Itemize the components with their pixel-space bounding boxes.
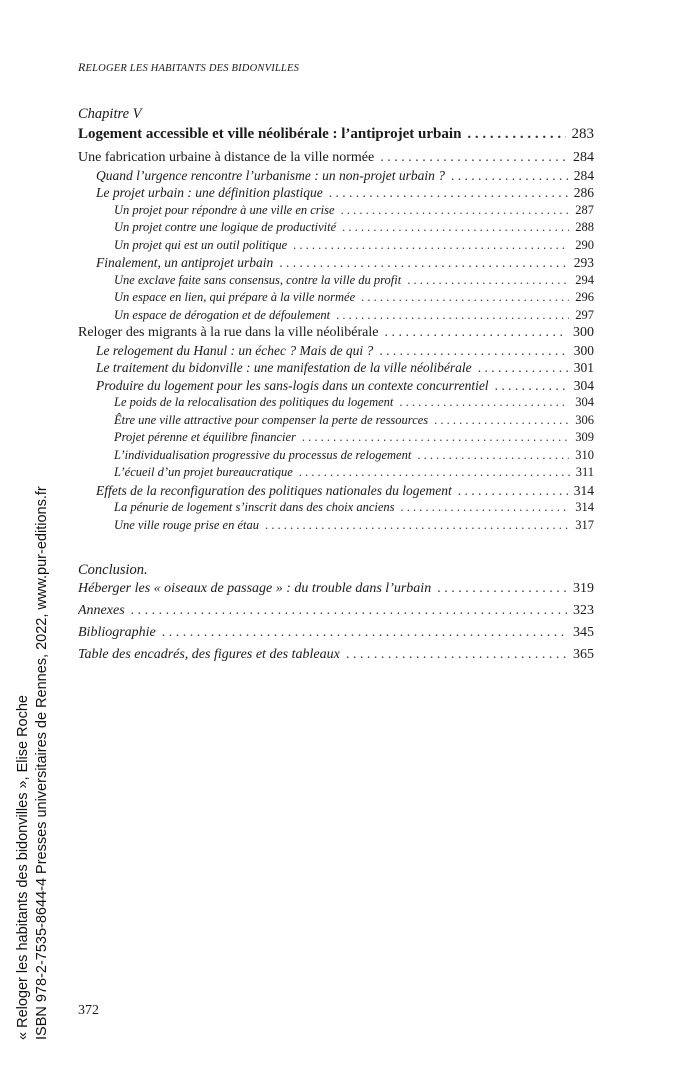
toc-entry-page: 319	[567, 581, 594, 597]
toc-entry-page: 297	[569, 308, 594, 323]
dot-leader	[385, 325, 567, 341]
side-credit-line-1: « Reloger les habitants des bidonvilles », Elise Roche	[15, 695, 31, 1040]
toc-entry-title: Héberger les « oiseaux de passage » : du trouble dans l’urbain	[78, 581, 437, 597]
dot-leader	[361, 290, 569, 305]
dot-leader	[417, 448, 569, 463]
toc-entry-page: 286	[568, 185, 594, 201]
dot-leader	[458, 483, 568, 499]
toc-entry[interactable]	[78, 325, 594, 343]
toc-entry-page: 311	[570, 465, 594, 480]
dot-leader	[342, 220, 569, 235]
table-of-contents	[78, 126, 594, 535]
toc-entry-page: 365	[567, 647, 594, 663]
toc-entry[interactable]	[78, 518, 594, 536]
running-head	[78, 60, 598, 75]
toc-entry[interactable]	[78, 238, 594, 256]
toc-entry-page: 300	[567, 325, 594, 341]
dot-leader	[495, 378, 568, 394]
toc-entry-page: 300	[568, 343, 594, 359]
toc-entry[interactable]	[78, 465, 594, 483]
toc-entry[interactable]	[78, 308, 594, 326]
toc-entry-page: 284	[567, 150, 594, 166]
toc-entry[interactable]	[78, 483, 594, 501]
toc-entry-title: Un projet qui est un outil politique	[114, 238, 293, 253]
toc-entry-title: Logement accessible et ville néolibérale : l’antiprojet urbain	[78, 126, 467, 143]
toc-entry-page: 288	[569, 220, 594, 235]
toc-entry-title: Quand l’urgence rencontre l’urbanisme : un non-projet urbain ?	[96, 168, 451, 184]
dot-leader	[451, 168, 568, 184]
toc-entry[interactable]	[78, 625, 594, 647]
toc-entry-page: 314	[569, 500, 594, 515]
running-head-initial: R	[78, 60, 86, 74]
toc-entry-title: Reloger des migrants à la rue dans la ville néolibérale	[78, 325, 385, 341]
dot-leader	[399, 395, 569, 410]
toc-entry[interactable]	[78, 290, 594, 308]
toc-entry-page: 309	[569, 430, 594, 445]
toc-chapter-entry[interactable]	[78, 126, 594, 146]
dot-leader	[162, 625, 567, 641]
toc-entry[interactable]	[78, 603, 594, 625]
toc-entry-title: Un espace en lien, qui prépare à la ville normée	[114, 290, 361, 305]
toc-entry-page: 293	[568, 255, 594, 271]
dot-leader	[346, 647, 567, 663]
toc-entry-title: Un projet pour répondre à une ville en crise	[114, 203, 341, 218]
toc-entry[interactable]	[78, 273, 594, 291]
toc-entry[interactable]	[78, 360, 594, 378]
toc-entry-title: Finalement, un antiprojet urbain	[96, 255, 279, 271]
toc-entry[interactable]	[78, 581, 594, 603]
toc-entry[interactable]	[78, 150, 594, 168]
toc-entry[interactable]	[78, 255, 594, 273]
dot-leader	[434, 413, 569, 428]
toc-entry-page: 294	[569, 273, 594, 288]
toc-entry[interactable]	[78, 413, 594, 431]
toc-entry[interactable]	[78, 378, 594, 396]
running-head-rest: ELOGER LES HABITANTS DES BIDONVILLES	[85, 63, 300, 74]
toc-entry[interactable]	[78, 203, 594, 221]
toc-entries	[78, 150, 594, 535]
toc-entry-page: 283	[566, 126, 595, 143]
back-matter-entries	[78, 581, 594, 669]
dot-leader	[131, 603, 567, 619]
dot-leader	[341, 203, 570, 218]
toc-entry[interactable]	[78, 168, 594, 186]
toc-entry[interactable]	[78, 343, 594, 361]
toc-entry-title: Une fabrication urbaine à distance de la ville normée	[78, 150, 380, 166]
toc-entry-title: La pénurie de logement s’inscrit dans des choix anciens	[114, 500, 401, 515]
toc-entry-title: Produire du logement pour les sans-logis dans un contexte concurrentiel	[96, 378, 495, 394]
dot-leader	[336, 308, 569, 323]
toc-entry-page: 296	[569, 290, 594, 305]
dot-leader	[379, 343, 567, 359]
toc-entry[interactable]	[78, 220, 594, 238]
chapter-label: Chapitre V	[78, 106, 142, 122]
dot-leader	[279, 255, 568, 271]
toc-entry-page: 306	[569, 413, 594, 428]
toc-entry-title: Le poids de la relocalisation des politiques du logement	[114, 395, 399, 410]
back-matter	[78, 581, 594, 669]
toc-entry[interactable]	[78, 185, 594, 203]
dot-leader	[329, 185, 568, 201]
toc-entry-page: 290	[569, 238, 594, 253]
page-number: 372	[78, 1003, 99, 1018]
toc-entry-page: 317	[569, 518, 594, 533]
toc-entry-title: L’écueil d’un projet bureaucratique	[114, 465, 299, 480]
toc-entry[interactable]	[78, 647, 594, 669]
toc-entry-page: 284	[568, 168, 594, 184]
toc-entry[interactable]	[78, 500, 594, 518]
toc-entry[interactable]	[78, 430, 594, 448]
toc-entry-page: 310	[569, 448, 594, 463]
toc-entry-title: Projet pérenne et équilibre financier	[114, 430, 302, 445]
side-credit-line-2: ISBN 978-2-7535-8644-4 Presses universitaires de Rennes, 2022, www.pur-editions.fr	[34, 486, 50, 1040]
toc-entry-title: Table des encadrés, des figures et des tableaux	[78, 647, 346, 663]
toc-entry-title: Être une ville attractive pour compenser la perte de ressources	[114, 413, 434, 428]
dot-leader	[302, 430, 569, 445]
toc-entry-title: Une ville rouge prise en étau	[114, 518, 265, 533]
toc-entry-title: Effets de la reconfiguration des politiques nationales du logement	[96, 483, 458, 499]
toc-entry-title: Annexes	[78, 603, 131, 619]
dot-leader	[467, 126, 565, 143]
toc-entry-page: 314	[568, 483, 594, 499]
side-credit	[14, 486, 52, 1040]
toc-entry-title: Le projet urbain : une définition plastique	[96, 185, 329, 201]
toc-entry[interactable]	[78, 395, 594, 413]
toc-entry-page: 304	[568, 378, 594, 394]
dot-leader	[293, 238, 569, 253]
toc-entry-page: 304	[569, 395, 594, 410]
dot-leader	[437, 581, 567, 597]
toc-entry-page: 287	[569, 203, 594, 218]
dot-leader	[407, 273, 569, 288]
toc-entry-title: Un espace de dérogation et de défoulement	[114, 308, 336, 323]
dot-leader	[478, 360, 568, 376]
toc-entry[interactable]	[78, 448, 594, 466]
dot-leader	[265, 518, 569, 533]
dot-leader	[380, 150, 567, 166]
toc-entry-title: Le traitement du bidonville : une manifestation de la ville néolibérale	[96, 360, 478, 376]
dot-leader	[401, 500, 570, 515]
toc-entry-page: 301	[568, 360, 594, 376]
toc-entry-title: Une exclave faite sans consensus, contre la ville du profit	[114, 273, 407, 288]
conclusion-label: Conclusion.	[78, 562, 148, 578]
toc-entry-title: Un projet contre une logique de productivité	[114, 220, 342, 235]
toc-entry-title: L’individualisation progressive du processus de relogement	[114, 448, 417, 463]
dot-leader	[299, 465, 570, 480]
toc-entry-title: Le relogement du Hanul : un échec ? Mais de qui ?	[96, 343, 379, 359]
toc-entry-page: 345	[567, 625, 594, 641]
toc-entry-title: Bibliographie	[78, 625, 162, 641]
toc-entry-page: 323	[567, 603, 594, 619]
